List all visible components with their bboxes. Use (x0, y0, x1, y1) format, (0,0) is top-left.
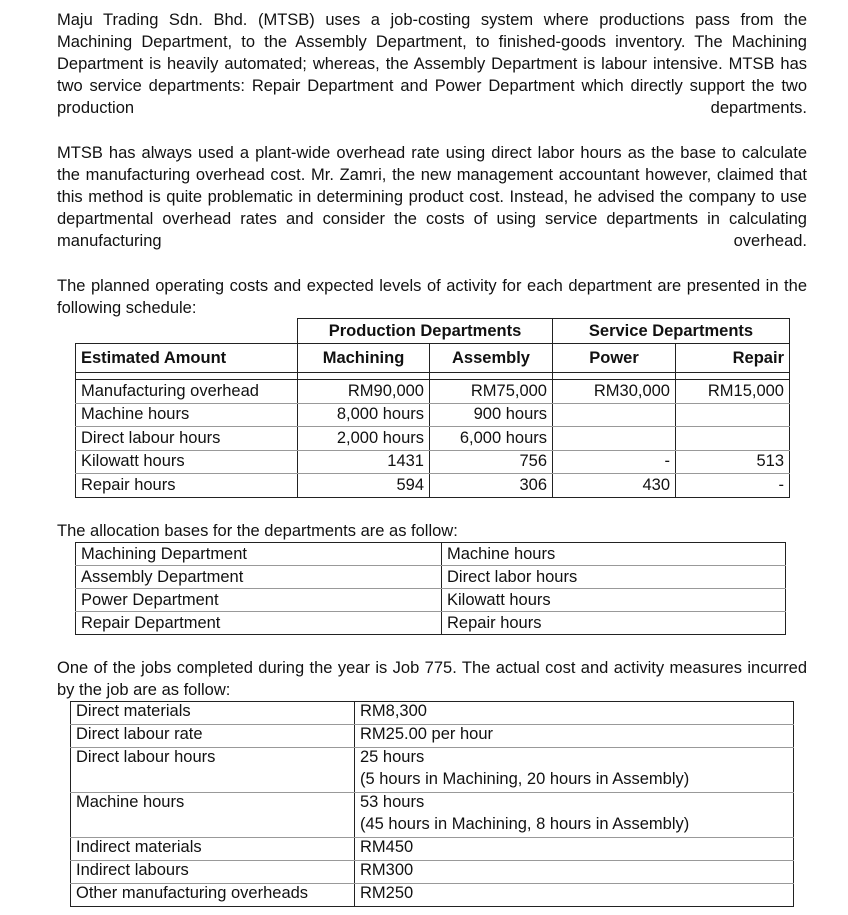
table-row: Kilowatt hours 1431 756 - 513 (76, 450, 790, 474)
repair-header: Repair (676, 344, 790, 373)
table-row: Power Department Kilowatt hours (76, 589, 786, 612)
table-row: Assembly Department Direct labor hours (76, 566, 786, 589)
allocation-table (75, 542, 786, 635)
table-row: Machine hours 8,000 hours 900 hours (76, 403, 790, 427)
machining-header: Machining (298, 344, 430, 373)
schedule-table (75, 318, 790, 498)
estimated-amount-header: Estimated Amount (76, 344, 298, 373)
table-row: Indirect labours RM300 (71, 861, 794, 884)
table-row: Direct materials RM8,300 (71, 702, 794, 725)
assembly-header: Assembly (430, 344, 553, 373)
power-header: Power (553, 344, 676, 373)
table-row: Repair Department Repair hours (76, 612, 786, 635)
table-row: Machining Department Machine hours (76, 543, 786, 566)
table-row: Direct labour hours 25 hours (71, 748, 794, 771)
overhead-paragraph: MTSB has always used a plant-wide overhead rate using direct labor hours as the base to calculate the manufacturing overhead cost. Mr. Zamri, the new management accountant however, claimed that this method is quite problematic in determining product cost. Instead, he advised the company to use departmental overhead rates and consider the costs of using service departments in calculating manufacturing overhead. (57, 144, 807, 250)
table-row: Indirect materials RM450 (71, 838, 794, 861)
table-row: Other manufacturing overheads RM250 (71, 884, 794, 907)
schedule-intro-paragraph: The planned operating costs and expected levels of activity for each department are presented in the following schedule: (57, 277, 807, 317)
table-row-note: (5 hours in Machining, 20 hours in Assembly) (71, 770, 794, 793)
table-row: Manufacturing overhead RM90,000 RM75,000 RM30,000 RM15,000 (76, 380, 790, 404)
allocation-intro-paragraph: The allocation bases for the departments are as follow: (57, 522, 458, 540)
service-departments-header: Service Departments (553, 319, 790, 344)
table-row: Direct labour hours 2,000 hours 6,000 hours (76, 427, 790, 451)
intro-paragraph: Maju Trading Sdn. Bhd. (MTSB) uses a job-costing system where productions pass from the Machining Department, to the Assembly Department, to finished-goods inventory. The Machining Department is heavily automated; whereas, the Assembly Department is labour intensive. MTSB has two service departments: Repair Department and Power Department which directly support the two production departments. (57, 11, 807, 117)
table-row: Direct labour rate RM25.00 per hour (71, 725, 794, 748)
table-row: Repair hours 594 306 430 - (76, 474, 790, 498)
table-row-note: (45 hours in Machining, 8 hours in Assembly) (71, 815, 794, 838)
table-row: Machine hours 53 hours (71, 793, 794, 816)
production-departments-header: Production Departments (298, 319, 553, 344)
job-intro-paragraph: One of the jobs completed during the year is Job 775. The actual cost and activity measures incurred by the job are as follow: (57, 659, 807, 699)
job-775-table (70, 701, 794, 907)
